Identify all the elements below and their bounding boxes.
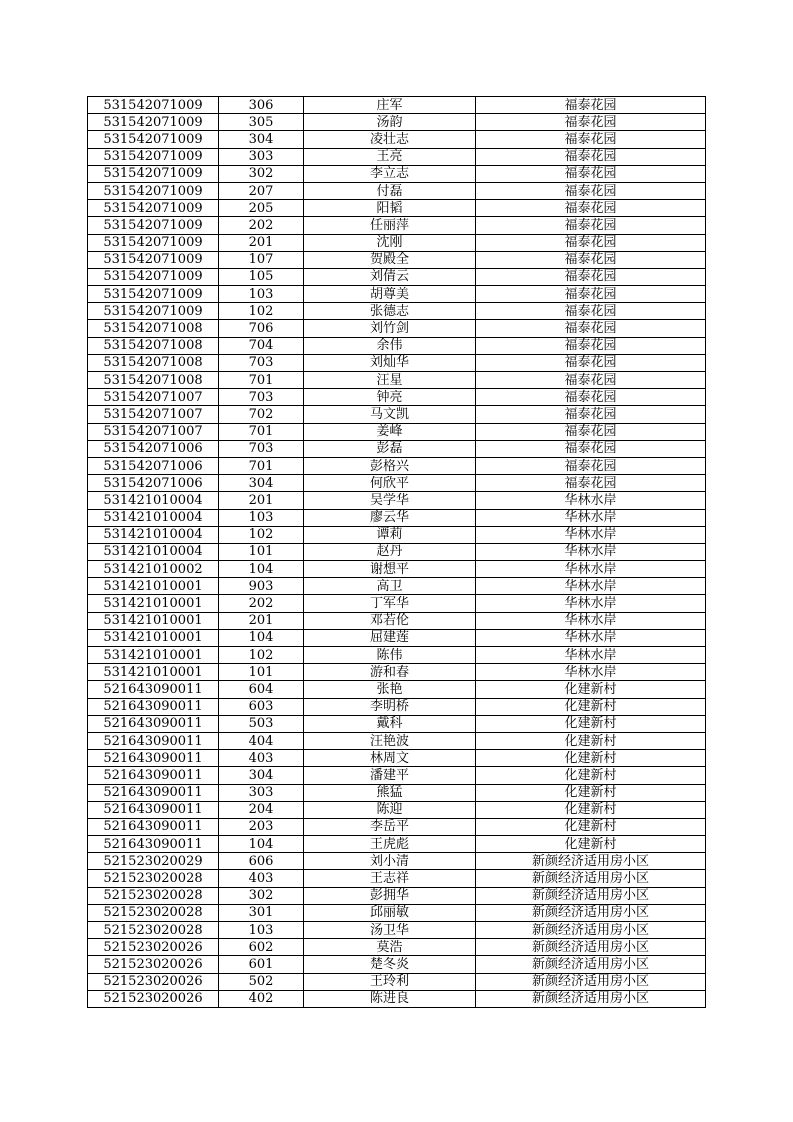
community-cell: 福泰花园 xyxy=(476,182,706,199)
community-cell: 化建新村 xyxy=(476,784,706,801)
table-row xyxy=(88,217,706,234)
community-cell: 新颜经济适用房小区 xyxy=(476,853,706,870)
id-cell: 521643090011 xyxy=(88,715,219,732)
name-cell: 胡尊美 xyxy=(304,286,476,303)
table-row xyxy=(88,801,706,818)
community-cell: 福泰花园 xyxy=(476,251,706,268)
table-row xyxy=(88,509,706,526)
table-row xyxy=(88,543,706,560)
room-cell: 306 xyxy=(219,97,304,114)
room-cell: 102 xyxy=(219,526,304,543)
id-cell: 521643090011 xyxy=(88,784,219,801)
name-cell: 刘竹剑 xyxy=(304,320,476,337)
community-cell: 华林水岸 xyxy=(476,595,706,612)
room-cell: 601 xyxy=(219,956,304,973)
table-row xyxy=(88,818,706,835)
community-cell: 华林水岸 xyxy=(476,509,706,526)
id-cell: 531542071009 xyxy=(88,303,219,320)
room-cell: 105 xyxy=(219,268,304,285)
table-row xyxy=(88,475,706,492)
name-cell: 彭格兴 xyxy=(304,457,476,474)
name-cell: 余伟 xyxy=(304,337,476,354)
id-cell: 531542071009 xyxy=(88,251,219,268)
id-cell: 531542071007 xyxy=(88,389,219,406)
name-cell: 谢想平 xyxy=(304,561,476,578)
name-cell: 汤卫华 xyxy=(304,922,476,939)
room-cell: 103 xyxy=(219,509,304,526)
id-cell: 531542071009 xyxy=(88,165,219,182)
id-cell: 531421010002 xyxy=(88,561,219,578)
id-cell: 531542071008 xyxy=(88,337,219,354)
id-cell: 531542071006 xyxy=(88,475,219,492)
name-cell: 廖云华 xyxy=(304,509,476,526)
table-row xyxy=(88,681,706,698)
table-row xyxy=(88,750,706,767)
community-cell: 新颜经济适用房小区 xyxy=(476,904,706,921)
table-row xyxy=(88,715,706,732)
name-cell: 刘灿华 xyxy=(304,354,476,371)
table-body xyxy=(88,97,706,1008)
name-cell: 陈进良 xyxy=(304,990,476,1007)
table-row xyxy=(88,595,706,612)
community-cell: 化建新村 xyxy=(476,767,706,784)
community-cell: 华林水岸 xyxy=(476,664,706,681)
room-cell: 202 xyxy=(219,595,304,612)
id-cell: 531542071009 xyxy=(88,200,219,217)
name-cell: 刘小清 xyxy=(304,853,476,870)
name-cell: 邓若伦 xyxy=(304,612,476,629)
table-row xyxy=(88,887,706,904)
table-row xyxy=(88,939,706,956)
name-cell: 何欣平 xyxy=(304,475,476,492)
table-row xyxy=(88,526,706,543)
room-cell: 107 xyxy=(219,251,304,268)
name-cell: 汤韵 xyxy=(304,114,476,131)
id-cell: 521643090011 xyxy=(88,836,219,853)
name-cell: 凌壮志 xyxy=(304,131,476,148)
table-row xyxy=(88,457,706,474)
room-cell: 302 xyxy=(219,887,304,904)
room-cell: 304 xyxy=(219,767,304,784)
name-cell: 吴学华 xyxy=(304,492,476,509)
table-row xyxy=(88,732,706,749)
table-row xyxy=(88,578,706,595)
id-cell: 521523020028 xyxy=(88,870,219,887)
name-cell: 王玲利 xyxy=(304,973,476,990)
table-row xyxy=(88,836,706,853)
community-cell: 新颜经济适用房小区 xyxy=(476,922,706,939)
id-cell: 531542071007 xyxy=(88,423,219,440)
name-cell: 刘倩云 xyxy=(304,268,476,285)
id-cell: 531542071008 xyxy=(88,320,219,337)
room-cell: 104 xyxy=(219,836,304,853)
community-cell: 化建新村 xyxy=(476,698,706,715)
name-cell: 莫浩 xyxy=(304,939,476,956)
id-cell: 531542071009 xyxy=(88,97,219,114)
community-cell: 华林水岸 xyxy=(476,612,706,629)
name-cell: 陈迎 xyxy=(304,801,476,818)
id-cell: 531421010001 xyxy=(88,664,219,681)
room-cell: 703 xyxy=(219,389,304,406)
table-row xyxy=(88,148,706,165)
name-cell: 任丽萍 xyxy=(304,217,476,234)
table-row xyxy=(88,320,706,337)
id-cell: 521523020026 xyxy=(88,956,219,973)
room-cell: 502 xyxy=(219,973,304,990)
name-cell: 熊猛 xyxy=(304,784,476,801)
room-cell: 304 xyxy=(219,131,304,148)
name-cell: 阳韬 xyxy=(304,200,476,217)
name-cell: 贺殿全 xyxy=(304,251,476,268)
id-cell: 531542071009 xyxy=(88,148,219,165)
id-cell: 521643090011 xyxy=(88,818,219,835)
table-row xyxy=(88,853,706,870)
room-cell: 303 xyxy=(219,148,304,165)
name-cell: 丁军华 xyxy=(304,595,476,612)
name-cell: 屈建莲 xyxy=(304,629,476,646)
community-cell: 福泰花园 xyxy=(476,406,706,423)
room-cell: 701 xyxy=(219,457,304,474)
name-cell: 林周文 xyxy=(304,750,476,767)
room-cell: 304 xyxy=(219,475,304,492)
name-cell: 李明桥 xyxy=(304,698,476,715)
community-cell: 华林水岸 xyxy=(476,629,706,646)
name-cell: 沈刚 xyxy=(304,234,476,251)
table-row xyxy=(88,629,706,646)
id-cell: 521523020026 xyxy=(88,939,219,956)
id-cell: 531421010001 xyxy=(88,612,219,629)
community-cell: 福泰花园 xyxy=(476,234,706,251)
room-cell: 301 xyxy=(219,904,304,921)
room-cell: 402 xyxy=(219,990,304,1007)
room-cell: 101 xyxy=(219,543,304,560)
id-cell: 521523020028 xyxy=(88,922,219,939)
id-cell: 531542071009 xyxy=(88,114,219,131)
id-cell: 521523020026 xyxy=(88,973,219,990)
community-cell: 化建新村 xyxy=(476,715,706,732)
room-cell: 305 xyxy=(219,114,304,131)
table-row xyxy=(88,870,706,887)
room-cell: 702 xyxy=(219,406,304,423)
name-cell: 楚冬炎 xyxy=(304,956,476,973)
table-row xyxy=(88,904,706,921)
room-cell: 104 xyxy=(219,561,304,578)
community-cell: 华林水岸 xyxy=(476,647,706,664)
name-cell: 陈伟 xyxy=(304,647,476,664)
community-cell: 福泰花园 xyxy=(476,389,706,406)
table-row xyxy=(88,922,706,939)
name-cell: 邱丽敏 xyxy=(304,904,476,921)
table-row xyxy=(88,956,706,973)
room-cell: 102 xyxy=(219,303,304,320)
room-cell: 101 xyxy=(219,664,304,681)
room-cell: 103 xyxy=(219,286,304,303)
community-cell: 华林水岸 xyxy=(476,492,706,509)
name-cell: 彭拥华 xyxy=(304,887,476,904)
table-row xyxy=(88,234,706,251)
table-row xyxy=(88,268,706,285)
community-cell: 新颜经济适用房小区 xyxy=(476,887,706,904)
community-cell: 化建新村 xyxy=(476,836,706,853)
table-row xyxy=(88,767,706,784)
id-cell: 531421010001 xyxy=(88,578,219,595)
id-cell: 531542071008 xyxy=(88,372,219,389)
name-cell: 钟亮 xyxy=(304,389,476,406)
table-row xyxy=(88,389,706,406)
name-cell: 赵丹 xyxy=(304,543,476,560)
table-row xyxy=(88,784,706,801)
table-row xyxy=(88,561,706,578)
name-cell: 谭莉 xyxy=(304,526,476,543)
table-row xyxy=(88,492,706,509)
room-cell: 706 xyxy=(219,320,304,337)
community-cell: 福泰花园 xyxy=(476,337,706,354)
community-cell: 福泰花园 xyxy=(476,268,706,285)
room-cell: 104 xyxy=(219,629,304,646)
table-row xyxy=(88,372,706,389)
name-cell: 彭磊 xyxy=(304,440,476,457)
name-cell: 付磊 xyxy=(304,182,476,199)
name-cell: 马文凯 xyxy=(304,406,476,423)
name-cell: 李岳平 xyxy=(304,818,476,835)
community-cell: 华林水岸 xyxy=(476,561,706,578)
data-table xyxy=(87,96,706,1008)
community-cell: 化建新村 xyxy=(476,732,706,749)
name-cell: 王亮 xyxy=(304,148,476,165)
id-cell: 531542071009 xyxy=(88,286,219,303)
room-cell: 207 xyxy=(219,182,304,199)
room-cell: 203 xyxy=(219,818,304,835)
room-cell: 404 xyxy=(219,732,304,749)
community-cell: 福泰花园 xyxy=(476,131,706,148)
id-cell: 521643090011 xyxy=(88,732,219,749)
room-cell: 201 xyxy=(219,492,304,509)
table-row xyxy=(88,251,706,268)
community-cell: 福泰花园 xyxy=(476,114,706,131)
community-cell: 福泰花园 xyxy=(476,217,706,234)
table-row xyxy=(88,182,706,199)
table-row xyxy=(88,406,706,423)
community-cell: 福泰花园 xyxy=(476,286,706,303)
community-cell: 新颜经济适用房小区 xyxy=(476,870,706,887)
table-row xyxy=(88,337,706,354)
table-row xyxy=(88,286,706,303)
name-cell: 王虎彪 xyxy=(304,836,476,853)
community-cell: 福泰花园 xyxy=(476,475,706,492)
name-cell: 游和春 xyxy=(304,664,476,681)
name-cell: 汪星 xyxy=(304,372,476,389)
room-cell: 302 xyxy=(219,165,304,182)
room-cell: 703 xyxy=(219,354,304,371)
table-row xyxy=(88,664,706,681)
id-cell: 521523020029 xyxy=(88,853,219,870)
table-row xyxy=(88,165,706,182)
community-cell: 福泰花园 xyxy=(476,372,706,389)
table-row xyxy=(88,200,706,217)
community-cell: 福泰花园 xyxy=(476,200,706,217)
name-cell: 庄军 xyxy=(304,97,476,114)
id-cell: 531421010001 xyxy=(88,595,219,612)
table-row xyxy=(88,990,706,1007)
room-cell: 202 xyxy=(219,217,304,234)
community-cell: 福泰花园 xyxy=(476,354,706,371)
room-cell: 204 xyxy=(219,801,304,818)
id-cell: 531542071006 xyxy=(88,457,219,474)
id-cell: 531542071009 xyxy=(88,131,219,148)
name-cell: 汪艳波 xyxy=(304,732,476,749)
id-cell: 531421010004 xyxy=(88,492,219,509)
id-cell: 531421010004 xyxy=(88,543,219,560)
table-row xyxy=(88,973,706,990)
community-cell: 福泰花园 xyxy=(476,457,706,474)
room-cell: 103 xyxy=(219,922,304,939)
id-cell: 531421010001 xyxy=(88,647,219,664)
community-cell: 化建新村 xyxy=(476,681,706,698)
id-cell: 521643090011 xyxy=(88,801,219,818)
name-cell: 张德志 xyxy=(304,303,476,320)
id-cell: 521643090011 xyxy=(88,698,219,715)
community-cell: 新颜经济适用房小区 xyxy=(476,939,706,956)
table-row xyxy=(88,354,706,371)
community-cell: 华林水岸 xyxy=(476,578,706,595)
room-cell: 503 xyxy=(219,715,304,732)
room-cell: 303 xyxy=(219,784,304,801)
name-cell: 王志祥 xyxy=(304,870,476,887)
id-cell: 521643090011 xyxy=(88,681,219,698)
room-cell: 606 xyxy=(219,853,304,870)
name-cell: 张艳 xyxy=(304,681,476,698)
table-row xyxy=(88,423,706,440)
name-cell: 李立志 xyxy=(304,165,476,182)
table-row xyxy=(88,440,706,457)
room-cell: 201 xyxy=(219,234,304,251)
id-cell: 531542071008 xyxy=(88,354,219,371)
id-cell: 521523020028 xyxy=(88,887,219,904)
community-cell: 新颜经济适用房小区 xyxy=(476,973,706,990)
table-row xyxy=(88,131,706,148)
community-cell: 福泰花园 xyxy=(476,97,706,114)
community-cell: 化建新村 xyxy=(476,750,706,767)
name-cell: 姜峰 xyxy=(304,423,476,440)
id-cell: 531542071009 xyxy=(88,182,219,199)
room-cell: 201 xyxy=(219,612,304,629)
name-cell: 戴科 xyxy=(304,715,476,732)
room-cell: 403 xyxy=(219,750,304,767)
id-cell: 521643090011 xyxy=(88,767,219,784)
room-cell: 603 xyxy=(219,698,304,715)
room-cell: 701 xyxy=(219,372,304,389)
room-cell: 604 xyxy=(219,681,304,698)
id-cell: 531421010001 xyxy=(88,629,219,646)
id-cell: 521643090011 xyxy=(88,750,219,767)
table-row xyxy=(88,647,706,664)
name-cell: 潘建平 xyxy=(304,767,476,784)
name-cell: 高卫 xyxy=(304,578,476,595)
table-row xyxy=(88,698,706,715)
community-cell: 华林水岸 xyxy=(476,543,706,560)
room-cell: 602 xyxy=(219,939,304,956)
community-cell: 福泰花园 xyxy=(476,303,706,320)
id-cell: 531542071009 xyxy=(88,217,219,234)
table-row xyxy=(88,97,706,114)
room-cell: 903 xyxy=(219,578,304,595)
id-cell: 531542071009 xyxy=(88,268,219,285)
id-cell: 521523020026 xyxy=(88,990,219,1007)
id-cell: 521523020028 xyxy=(88,904,219,921)
room-cell: 704 xyxy=(219,337,304,354)
table-row xyxy=(88,303,706,320)
community-cell: 福泰花园 xyxy=(476,148,706,165)
community-cell: 福泰花园 xyxy=(476,165,706,182)
id-cell: 531542071007 xyxy=(88,406,219,423)
room-cell: 102 xyxy=(219,647,304,664)
community-cell: 新颜经济适用房小区 xyxy=(476,990,706,1007)
community-cell: 新颜经济适用房小区 xyxy=(476,956,706,973)
id-cell: 531542071009 xyxy=(88,234,219,251)
id-cell: 531542071006 xyxy=(88,440,219,457)
community-cell: 化建新村 xyxy=(476,801,706,818)
room-cell: 703 xyxy=(219,440,304,457)
room-cell: 403 xyxy=(219,870,304,887)
room-cell: 701 xyxy=(219,423,304,440)
community-cell: 化建新村 xyxy=(476,818,706,835)
id-cell: 531421010004 xyxy=(88,509,219,526)
table-row xyxy=(88,114,706,131)
community-cell: 福泰花园 xyxy=(476,320,706,337)
community-cell: 福泰花园 xyxy=(476,423,706,440)
room-cell: 205 xyxy=(219,200,304,217)
id-cell: 531421010004 xyxy=(88,526,219,543)
community-cell: 福泰花园 xyxy=(476,440,706,457)
table-row xyxy=(88,612,706,629)
community-cell: 华林水岸 xyxy=(476,526,706,543)
